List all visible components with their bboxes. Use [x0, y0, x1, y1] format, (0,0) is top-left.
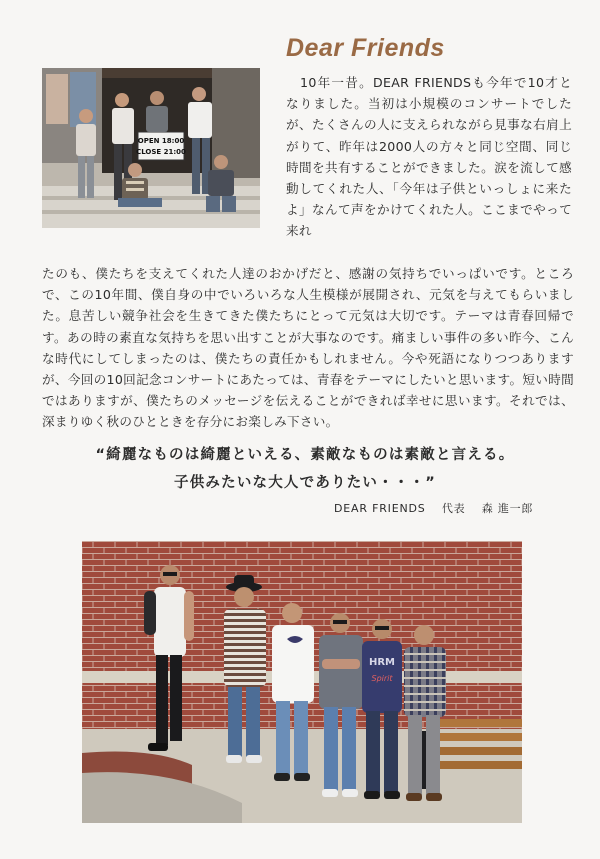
body-paragraph: たのも、僕たちを支えてくれた人達のおかげだと、感謝の気持ちでいっぱいです。ところで、この10年間、僕自身の中でいろいろな人生模様が展開され、元気を与えてもらいました。息苦しい競争社会を生きてきた僕たちにとって元気は大切です。テーマは青春回帰です。あの時の素直な気持ちを思い出すことが大事なのです。痛ましい事件の多い昨今、こんな時代にしてしまったのは、僕たちの責任かもしれません。今や死語になりつつありますが、今回の10回記念コンサートにあたっては、青春をテーマにしたいと思います。短い時間ではありますが、僕たちのメッセージを伝えることができれば幸せに思います。それでは、深まりゆく秋のひとときを存分にお楽しみ下さい。: [42, 266, 574, 430]
intro-text: 10年一昔。DEAR FRIENDSも今年で10才となりました。当初は小規模のコンサートでしたが、たくさんの人に支えられながら見事な右肩上がりて、昨年は2000人の方々と同じ空間、同じ時間を共有することができました。涙を流して感動してくれた人、「今年は子供といっしょに来たよ」なんて声をかけてくれた人。ここまでやって来れ: [286, 75, 572, 239]
top-photo-illustration: [42, 68, 260, 228]
bottom-photo-illustration: [82, 541, 522, 823]
signature-group: DEAR FRIENDS: [334, 502, 426, 515]
quote-block: [60, 441, 550, 497]
quote-line-2: 子供みたいな大人でありたい・・・”: [174, 475, 436, 491]
quote-line-1: “綺麗なものは綺麗といえる、素敵なものは素敵と言える。: [95, 447, 515, 463]
sign-open-text: OPEN 18:00: [137, 137, 185, 145]
intro-paragraph: [286, 72, 572, 242]
page-title: Dear Friends: [286, 34, 445, 62]
sign-close-text: CLOSE 21:00: [136, 148, 186, 156]
top-photo: [42, 68, 260, 228]
signature: [334, 500, 574, 516]
signature-role: 代表: [441, 502, 466, 515]
bottom-photo: [82, 541, 522, 823]
shirt-print-1: HRM: [368, 657, 396, 668]
signature-name: 森 進一郎: [481, 502, 534, 515]
shirt-print-2: Spirit: [371, 674, 393, 683]
